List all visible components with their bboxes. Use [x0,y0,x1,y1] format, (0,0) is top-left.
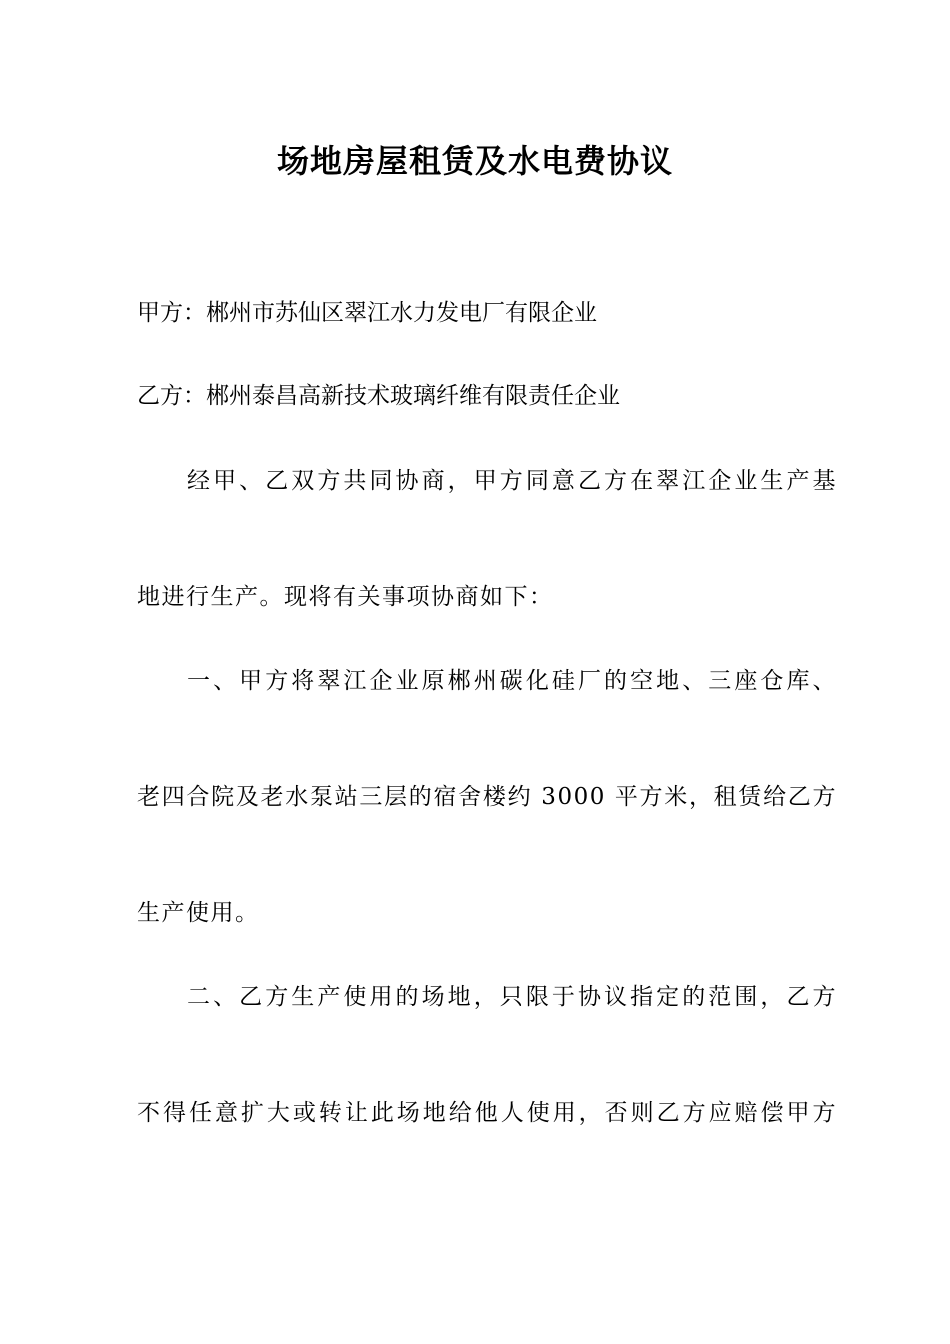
clause-line: 生产使用。 [137,900,260,926]
clause-line: 一、甲方将翠江企业原郴州碳化硅厂的空地、三座仓库、 [187,668,837,694]
document-title: 场地房屋租赁及水电费协议 [276,142,673,180]
paragraph-line: 地进行生产。现将有关事项协商如下： [137,584,554,610]
party-a-line: 甲方：郴州市苏仙区翠江水力发电厂有限企业 [137,300,597,326]
clause-line: 不得任意扩大或转让此场地给他人使用，否则乙方应赔偿甲方 [137,1100,837,1126]
paragraph-line: 经甲、乙双方共同协商，甲方同意乙方在翠江企业生产基 [187,468,837,494]
clause-line: 二、乙方生产使用的场地，只限于协议指定的范围，乙方 [187,984,837,1010]
party-b-line: 乙方：郴州泰昌高新技术玻璃纤维有限责任企业 [137,383,620,409]
clause-line: 老四合院及老水泵站三层的宿舍楼约 3000 平方米，租赁给乙方 [137,784,837,810]
